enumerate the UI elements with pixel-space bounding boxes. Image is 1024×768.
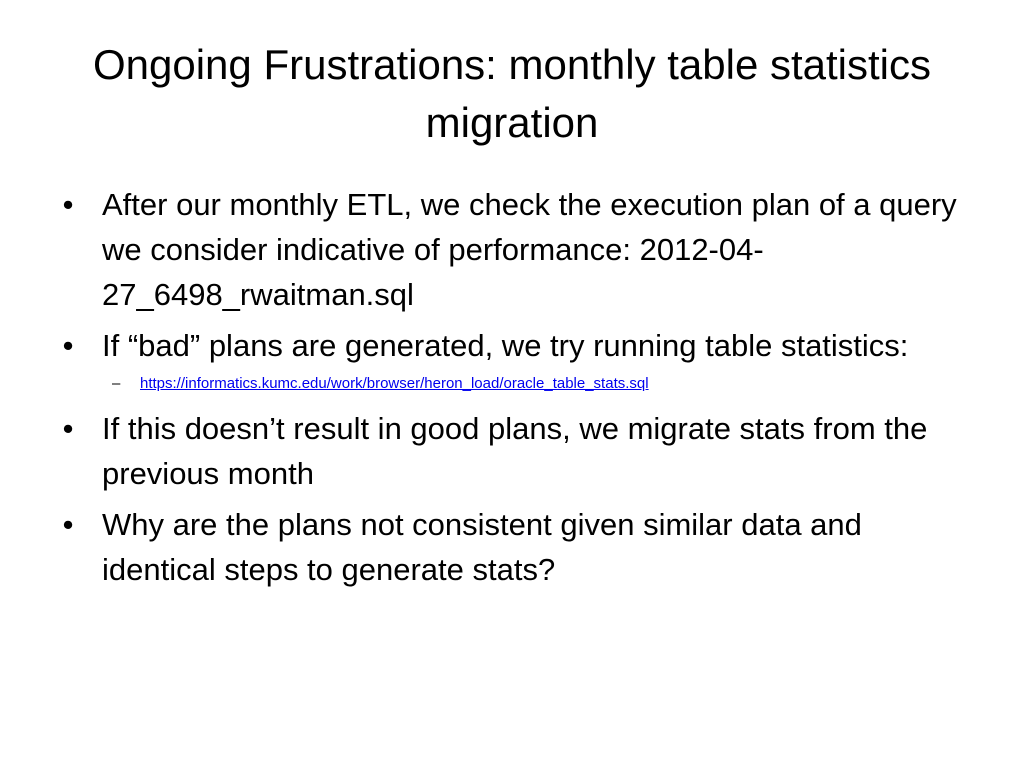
oracle-table-stats-link[interactable]: https://informatics.kumc.edu/work/browser/heron_load/oracle_table_stats.sql <box>140 375 649 392</box>
bullet-item-2 <box>58 323 978 368</box>
bullet-icon: • <box>62 328 74 363</box>
bullet-list <box>58 182 978 598</box>
bullet-icon: • <box>62 411 74 446</box>
slide-title: Ongoing Frustrations: monthly table statistics migration <box>92 41 932 146</box>
dash-icon: – <box>112 375 121 392</box>
sub-bullet-item <box>58 372 978 396</box>
bullet-text: After our monthly ETL, we check the execution plan of a query we consider indicative of performance: 2012-04-27_6498_rwaitman.sql <box>102 187 957 312</box>
bullet-item-3 <box>58 406 978 496</box>
bullet-text: If “bad” plans are generated, we try running table statistics: <box>102 328 909 363</box>
bullet-icon: • <box>62 187 74 222</box>
bullet-item-4 <box>58 502 978 592</box>
bullet-text: If this doesn’t result in good plans, we migrate stats from the previous month <box>102 411 928 491</box>
bullet-item-1 <box>58 182 978 317</box>
bullet-icon: • <box>62 507 74 542</box>
bullet-text: Why are the plans not consistent given similar data and identical steps to generate stats? <box>102 507 862 587</box>
